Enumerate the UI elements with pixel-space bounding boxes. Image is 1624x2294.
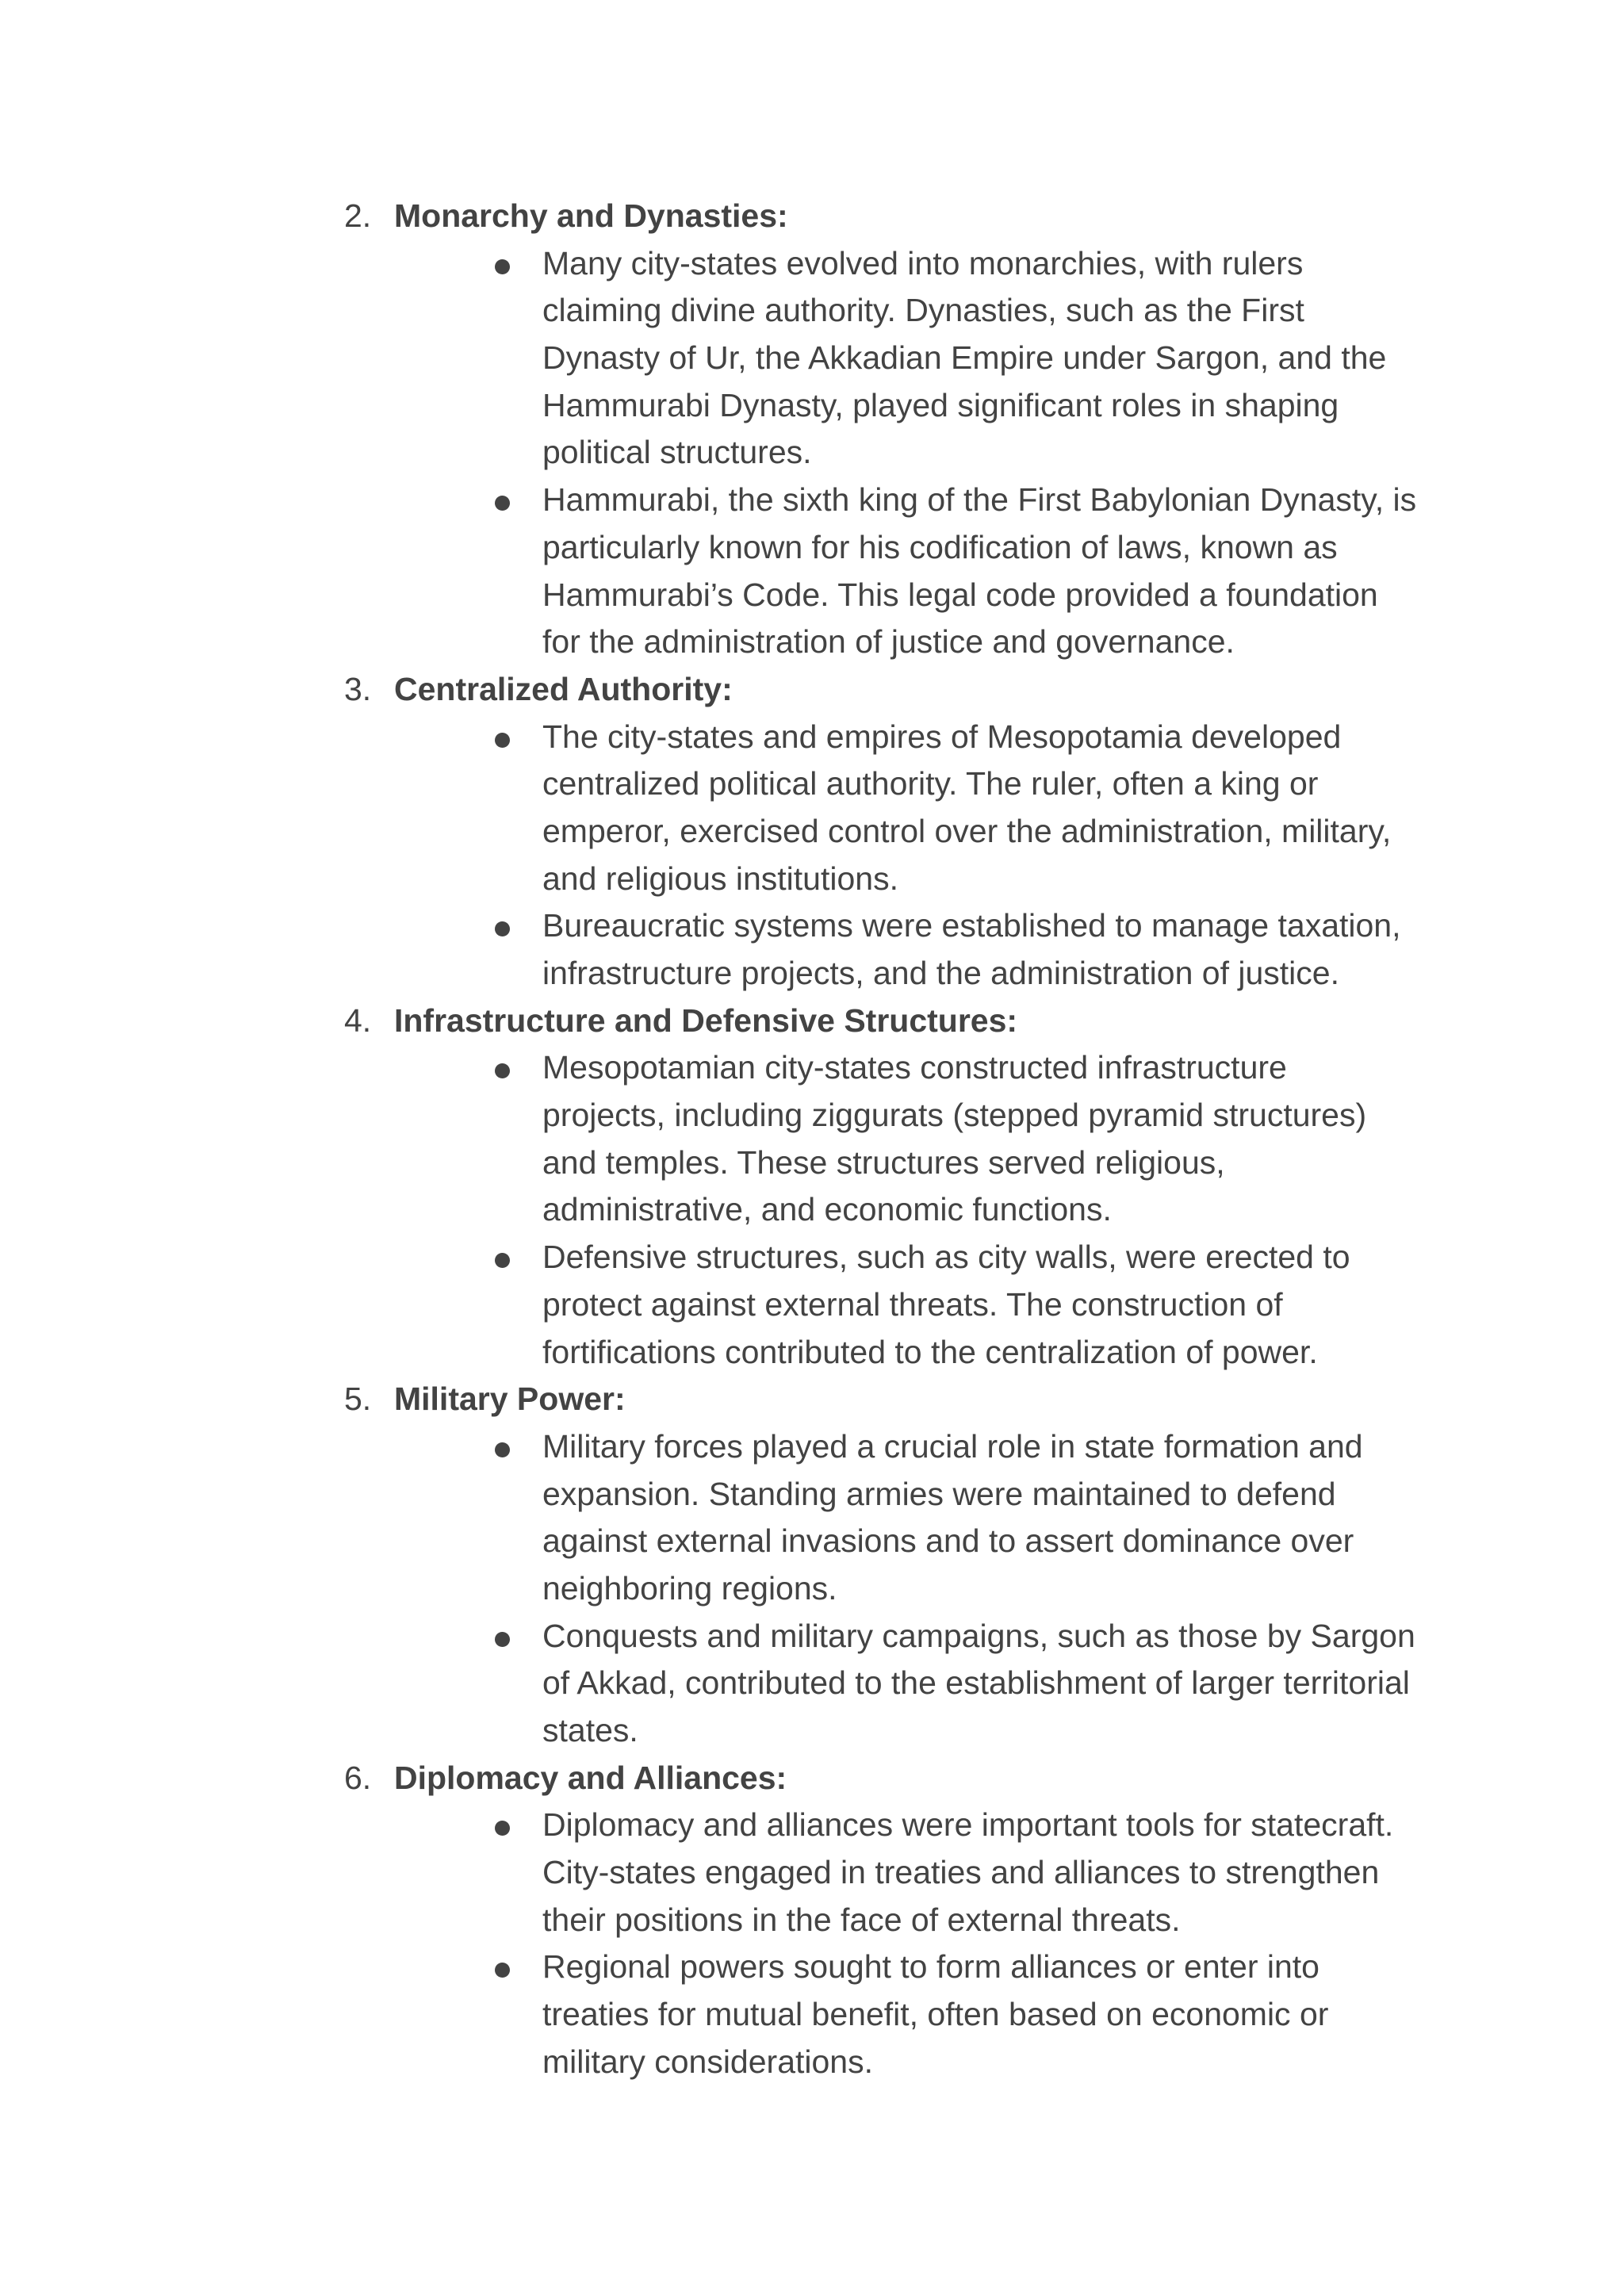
bullet-icon [495, 733, 510, 748]
bullet-text-line: their positions in the face of external threats. [542, 1901, 1181, 1938]
bullet-item [0, 240, 1438, 477]
bullet-text-line: expansion. Standing armies were maintained to defend [542, 1475, 1336, 1512]
bullet-text-line: infrastructure projects, and the administration of justice. [542, 955, 1339, 991]
bullet-text-line: treaties for mutual benefit, often based on economic or [542, 1996, 1329, 2033]
bullet-icon [495, 496, 510, 511]
bullet-text-line: Hammurabi Dynasty, played significant roles in shaping [542, 386, 1339, 423]
bullet-text-line: centralized political authority. The ruler, often a king or [542, 765, 1319, 802]
bullet-text-line: Hammurabi, the sixth king of the First Babylonian Dynasty, is [542, 481, 1417, 519]
bullet-text-line: City-states engaged in treaties and alliances to strengthen [542, 1854, 1380, 1891]
section-heading [0, 998, 1624, 1045]
bullet-icon [495, 1632, 510, 1647]
bullet-text-line: Dynasty of Ur, the Akkadian Empire under Sargon, and the [542, 339, 1387, 377]
bullet-text-line: emperor, exercised control over the administration, military, [542, 812, 1392, 849]
list-number: 5. [344, 1381, 372, 1418]
list-number: 3. [344, 670, 372, 707]
bullet-item [0, 477, 1438, 666]
bullet-text-line: military considerations. [542, 2043, 873, 2080]
list-number: 6. [344, 1759, 372, 1796]
bullet-text-line: neighboring regions. [542, 1569, 837, 1607]
bullet-item [0, 1944, 1438, 2085]
list-section [0, 1755, 1624, 2086]
bullet-text-line: claiming divine authority. Dynasties, such as the First [542, 292, 1304, 329]
bullet-item [0, 902, 1438, 997]
bullet-text-line: Mesopotamian city-states constructed infrastructure [542, 1049, 1287, 1086]
bullet-text-line: fortifications contributed to the centralization of power. [542, 1333, 1318, 1370]
bullet-text-line: administrative, and economic functions. [542, 1191, 1112, 1228]
section-heading [0, 666, 1624, 714]
bullet-text-line: and religious institutions. [542, 860, 898, 897]
bullet-text-line: political structures. [542, 434, 812, 471]
bullet-text-line: Hammurabi’s Code. This legal code provided a foundation [542, 576, 1378, 613]
bullet-item [0, 1423, 1438, 1613]
bullet-icon [495, 259, 510, 274]
numbered-list [0, 193, 1624, 2086]
section-heading [0, 1376, 1624, 1423]
section-heading [0, 1755, 1624, 1802]
bullet-text-line: Regional powers sought to form alliances or enter into [542, 1948, 1320, 1986]
bullet-icon [495, 1821, 510, 1836]
bullet-text-line: Bureaucratic systems were established to manage taxation, [542, 907, 1401, 944]
bullet-item [0, 1044, 1438, 1234]
bullet-text-line: Diplomacy and alliances were important tools for statecraft. [542, 1806, 1394, 1844]
bullet-item [0, 714, 1438, 903]
list-number: 2. [344, 197, 372, 234]
bullet-item [0, 1802, 1438, 1944]
list-section [0, 666, 1624, 998]
section-title: Centralized Authority: [394, 670, 733, 707]
bullet-text-line: of Akkad, contributed to the establishment of larger territorial [542, 1664, 1410, 1702]
list-section [0, 998, 1624, 1377]
bullet-icon [495, 1442, 510, 1457]
bullet-text-line: The city-states and empires of Mesopotamia developed [542, 718, 1342, 755]
bullet-text-line: projects, including ziggurats (stepped pyramid structures) [542, 1097, 1367, 1134]
bullet-text-line: Conquests and military campaigns, such as those by Sargon [542, 1617, 1415, 1654]
section-title: Military Power: [394, 1381, 626, 1418]
bullet-item [0, 1613, 1438, 1755]
bullet-text-line: Defensive structures, such as city walls, were erected to [542, 1239, 1350, 1276]
section-title: Infrastructure and Defensive Structures: [394, 1001, 1018, 1039]
section-title: Diplomacy and Alliances: [394, 1759, 787, 1796]
bullet-text-line: and temples. These structures served religious, [542, 1143, 1225, 1181]
bullet-icon [495, 1963, 510, 1978]
bullet-text-line: Military forces played a crucial role in state formation and [542, 1427, 1363, 1465]
bullet-text-line: Many city-states evolved into monarchies, with rulers [542, 244, 1304, 281]
list-section [0, 193, 1624, 666]
section-heading [0, 193, 1624, 240]
bullet-text-line: against external invasions and to assert dominance over [542, 1522, 1354, 1560]
bullet-icon [495, 1253, 510, 1268]
bullet-text-line: particularly known for his codification of laws, known as [542, 528, 1338, 565]
section-title: Monarchy and Dynasties: [394, 197, 788, 234]
list-number: 4. [344, 1001, 372, 1039]
bullet-text-line: states. [542, 1712, 638, 1748]
bullet-item [0, 1234, 1438, 1376]
list-section [0, 1376, 1624, 1755]
bullet-icon [495, 921, 510, 936]
bullet-text-line: for the administration of justice and governance. [542, 623, 1235, 661]
bullet-icon [495, 1063, 510, 1078]
bullet-text-line: protect against external threats. The construction of [542, 1285, 1283, 1323]
